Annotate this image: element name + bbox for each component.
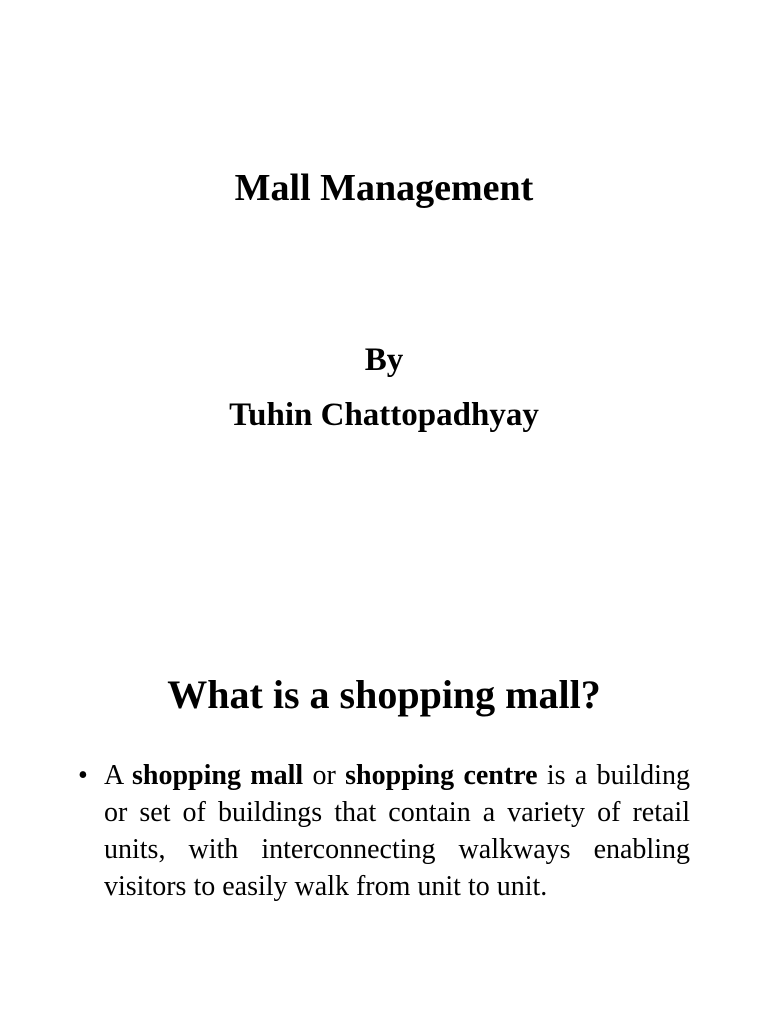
bullet-text-1: A bbox=[104, 760, 132, 791]
slide-heading: What is a shopping mall? bbox=[167, 672, 601, 717]
presentation-title: Mall Management bbox=[234, 167, 534, 209]
bullet-list bbox=[78, 757, 690, 905]
author-name: Tuhin Chattopadhyay bbox=[229, 397, 539, 433]
bullet-item bbox=[78, 757, 690, 905]
bullet-icon: • bbox=[78, 760, 88, 791]
term-shopping-centre: shopping centre bbox=[345, 760, 538, 791]
by-label: By bbox=[364, 342, 404, 378]
bullet-text-2: or bbox=[303, 760, 346, 791]
bullet-text-3: is a building or set of buildings that contain a variety of retail units, with interconnecting walkways enabling visitors to easily walk from unit to unit. bbox=[104, 760, 690, 902]
term-shopping-mall: shopping mall bbox=[132, 760, 304, 791]
